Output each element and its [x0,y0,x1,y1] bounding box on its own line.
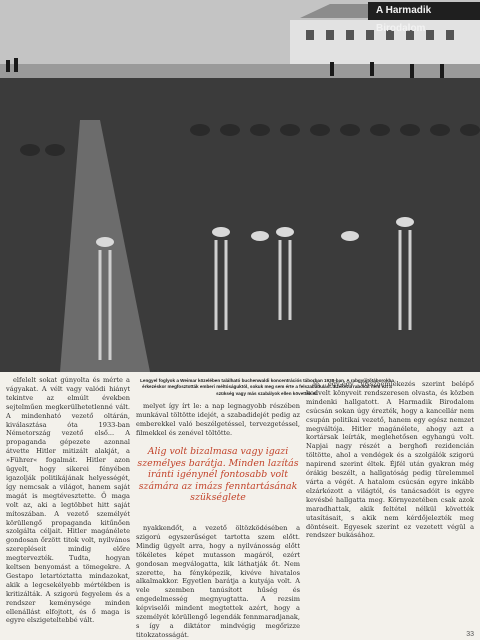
body-column-right [306,380,474,634]
body-text-right: le, egy-egy visszaemlékezés szerint belépő kedvelt könyveit rendszeresen olvasta, és közben mindenki hallgatott. A Harmadik Birodalom csúcsán sokan úgy érezték, hogy a kancellár nem csupán politikai vezető, hanem egy egész nemzet megváltója. Hitler magánélete, ahogy azt a kortársak leírták, meglehetősen egyhangú volt. Napjai nagy részét a berghofi rezidencián töltötte, ahol a vendégek és a szolgálók szigorú napirend szerint éltek. Éjfél után gyakran még órákig beszélt, a hallgatóság pedig türelemmel várta a végét. A hatalom csúcsán egyre inkább elzárkózott a világtól, és tanácsadóit is egyre kevésbé hallgatta meg. Környezetében csak azok maradhattak, akik feltétel nélkül követték utasításait, s akik nem kérdőjelezték meg döntéseit. Egyesek szerint ez vezetett végül a rendszer bukásához. [306,380,474,540]
pull-quote: Alig volt bizalmasa vagy igazi személyes barátja. Minden lazítás iránti igénynél fontosabb volt számára az imázs fenntartásának szükséglete [137,446,299,504]
body-text-middle-bottom: nyakkendőt, a vezető öltözködésében a szigorú egyszerűséget tartotta szem előtt. Mindig ügyelt arra, hogy a nyilvánosság előtt tökéletes képet mutasson magáról, ezért gondosan megválogatta, kik láthatják őt. Nem szerette, ha fényképezik, kivéve hivatalos alkalmakkor. Egyetlen barátja a kutyája volt. A vele szemben tanúsított hűség és engedelmesség megnyugtatta. A rezsim képviselői mindent megtettek azért, hogy a személyét körüllengő legendák fennmaradjanak, s így a diktátor mindvégig megőrizze titokzatosságát. [136,524,300,639]
section-tag: A Harmadik Birodalom [368,2,480,20]
photo-caption: Lengyel foglyok a Weimar közelében található buchenwaldi koncentrációs táborban 1938-ban. A rabgyűjtőtáborokba érkezéskor megfosztották emberi méltóságuktól, sokuk meg sem érte a felszabadulást. Ezeket a rabokat nem ezt a szükség vagy más szabályok ellen követték el. [140,378,394,396]
body-column-middle-top [136,402,300,442]
body-text-middle-top: melyet így írt le: a nap legnagyobb részében munkával töltötte idejét, a szabadidejét pedig az emberekkel való beszélgetéssel, tervezgetéssel, filmekkel és zenével töltötte. [136,402,300,437]
body-column-left [6,376,130,634]
page-number: 33 [466,631,474,638]
body-text-left: elfelelt sokat gúnyolta és mérte a vágyakat. A vélt vagy valódi hiányt tekintve az elmúlt években sejtelműen megkerülhetetlenné vált. A mindenható vezető oltárán, kiválasztása óta 1933-ban Németország vezető első... A propaganda gépezete azonnal átvette Hitler mitizált alakját, a »Führer« fogalmát. Hitler azon ügyelt, hogy sikerei fényében igazolják politikájának helyességét, így nemcsak a világot, hanem saját magát is megtévesztette. Ő maga volt az, aki a legtöbbet hitt saját mítoszában. A vezető személyét körüllengő propaganda kitűnően szolgálta céljait. Hitler magánélete gondosan őrzött titok volt, nyilvános szerepléseit mindig előre megtervezték. Tudta, hogyan keltsen benyomást a tömegekre. A Gestapo letartóztatta mindazokat, akik a legcsekélyebb mértékben is kritizálták. A szigorú fegyelem és a rendszer keménysége minden ellenállást elfojtott, és ő maga is egyre elszigeteltebbé vált. [6,376,130,625]
body-column-middle-bottom [136,524,300,639]
